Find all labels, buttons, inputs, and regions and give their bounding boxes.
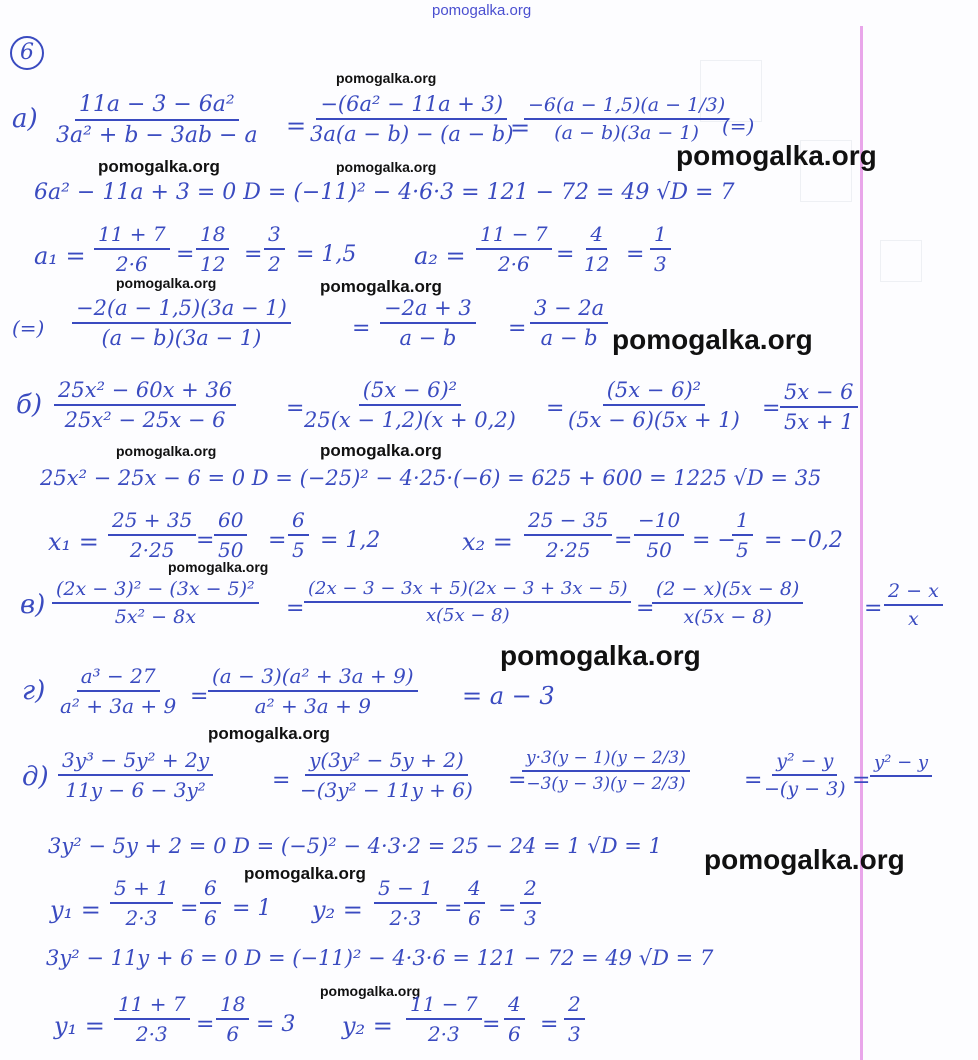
denominator: 25(x − 1,2)(x + 0,2) <box>304 408 516 432</box>
fraction <box>520 876 541 930</box>
numerator: −(6a² − 11a + 3) <box>316 92 507 120</box>
denominator: 50 <box>646 538 672 562</box>
watermark: pomogalka.org <box>244 864 366 883</box>
grid-cell <box>880 240 922 282</box>
equals: = <box>352 316 371 341</box>
fraction <box>504 992 525 1046</box>
fraction <box>108 508 196 562</box>
fraction <box>304 578 631 626</box>
equation-line: 25x² − 25x − 6 = 0 D = (−25)² − 4·25·(−6) = 625 + 600 = 1225 √D = 35 <box>40 466 822 490</box>
root-label: y₁ = <box>54 1012 105 1040</box>
equals-marker: (=) <box>12 316 45 340</box>
fraction <box>524 508 612 562</box>
equals: = <box>556 242 575 267</box>
equation-line: 3y² − 11y + 6 = 0 D = (−11)² − 4·3·6 = 121 − 72 = 49 √D = 7 <box>46 946 714 970</box>
result: = 1,5 <box>296 242 357 267</box>
equals: = <box>482 1012 501 1037</box>
denominator: (a − b)(3a − 1) <box>554 122 699 144</box>
numerator: 11a − 3 − 6a² <box>75 92 239 121</box>
denominator: 6 <box>508 1022 521 1046</box>
equals: = <box>286 596 305 621</box>
numerator: 6 <box>288 508 309 536</box>
denominator: 3 <box>524 906 537 930</box>
equals-marker: (=) <box>722 114 755 138</box>
numerator: y(3y² − 5y + 2) <box>305 748 468 776</box>
root-label: y₂ = <box>342 1012 393 1040</box>
numerator: 60 <box>214 508 247 536</box>
denominator: 50 <box>218 538 244 562</box>
fraction <box>780 380 858 434</box>
equals: = <box>852 768 871 793</box>
numerator: 18 <box>196 222 229 250</box>
equals: = <box>176 242 195 267</box>
fraction <box>264 222 285 276</box>
numerator: (5x − 6)² <box>603 378 705 406</box>
fraction <box>200 876 221 930</box>
equals: = <box>540 1012 559 1037</box>
denominator: 11y − 6 − 3y² <box>65 778 206 802</box>
denominator <box>897 777 905 779</box>
fraction <box>564 378 744 432</box>
denominator: a − b <box>540 326 598 350</box>
equals: = <box>636 596 655 621</box>
numerator: 5 − 1 <box>374 876 437 904</box>
denominator: −3(y − 3)(y − 2/3) <box>526 774 686 794</box>
root-label: x₁ = <box>48 528 99 556</box>
fraction <box>300 378 520 432</box>
numerator: 4 <box>464 876 485 904</box>
denominator: 25x² − 25x − 6 <box>64 408 226 432</box>
part-label-a: а) <box>12 104 38 134</box>
watermark: pomogalka.org <box>320 441 442 460</box>
part-label-v: в) <box>20 590 46 620</box>
numerator: 3y³ − 5y² + 2y <box>58 748 213 776</box>
part-label-g: г) <box>22 676 46 706</box>
equals: = <box>498 896 517 921</box>
equals: = <box>864 596 883 621</box>
fraction <box>214 508 247 562</box>
fraction <box>564 992 585 1046</box>
root-label: x₂ = <box>462 528 513 556</box>
result: = 1 <box>232 896 272 921</box>
denominator: x(5x − 8) <box>425 605 510 626</box>
root-label: y₂ = <box>312 896 363 924</box>
denominator: 5x² − 8x <box>114 606 196 628</box>
denominator: 2·6 <box>497 252 530 276</box>
fraction <box>884 580 943 630</box>
numerator: −6(a − 1,5)(a − 1/3) <box>524 94 729 120</box>
equals: = <box>180 896 199 921</box>
numerator: 1 <box>732 508 753 536</box>
numerator: 25 + 35 <box>108 508 196 536</box>
numerator: 4 <box>504 992 525 1020</box>
numerator: 11 − 7 <box>406 992 482 1020</box>
numerator: 3 <box>264 222 285 250</box>
denominator: (a − b)(3a − 1) <box>101 326 262 350</box>
denominator: 3a(a − b) − (a − b) <box>310 122 514 146</box>
numerator: 4 <box>586 222 607 250</box>
equals: = <box>244 242 263 267</box>
denominator: 2·6 <box>115 252 148 276</box>
watermark: pomogalka.org <box>336 70 437 86</box>
part-label-b: б) <box>16 390 43 420</box>
numerator: (a − 3)(a² + 3a + 9) <box>208 664 418 692</box>
equation-line: 6a² − 11a + 3 = 0 D = (−11)² − 4·6·3 = 121 − 72 = 49 √D = 7 <box>34 180 735 205</box>
numerator: −10 <box>634 508 684 536</box>
denominator: a² + 3a + 9 <box>60 694 177 718</box>
equals: = <box>510 114 531 142</box>
denominator: 2·25 <box>129 538 175 562</box>
watermark: pomogalka.org <box>320 277 442 296</box>
fraction <box>196 222 229 276</box>
denominator: 3 <box>568 1022 581 1046</box>
fraction <box>760 750 850 800</box>
equals: = <box>268 528 287 553</box>
equals: = <box>508 316 527 341</box>
fraction <box>650 222 671 276</box>
result: = −0,2 <box>764 528 843 553</box>
root-label: a₁ = <box>34 242 86 270</box>
fraction <box>870 752 932 779</box>
fraction <box>406 992 482 1046</box>
equals: = <box>626 242 645 267</box>
fraction <box>464 876 485 930</box>
numerator: (2x − 3 − 3x + 5)(2x − 3 + 3x − 5) <box>304 578 631 603</box>
equals: = <box>286 396 305 421</box>
fraction <box>374 876 437 930</box>
numerator: a³ − 27 <box>77 664 160 692</box>
fraction <box>208 664 418 718</box>
watermark: pomogalka.org <box>500 640 701 671</box>
numerator: 5 + 1 <box>110 876 173 904</box>
fraction <box>732 508 753 562</box>
watermark: pomogalka.org <box>676 140 877 171</box>
fraction <box>58 748 213 802</box>
denominator: 5 <box>292 538 305 562</box>
numerator: 18 <box>216 992 249 1020</box>
header-watermark: pomogalka.org <box>432 2 532 19</box>
denominator: x(5x − 8) <box>683 606 772 628</box>
fraction <box>114 992 190 1046</box>
numerator: y² − y <box>870 752 932 777</box>
watermark: pomogalka.org <box>116 275 217 291</box>
numerator: y² − y <box>772 750 837 776</box>
denominator: −(3y² − 11y + 6) <box>300 778 473 802</box>
watermark: pomogalka.org <box>116 443 217 459</box>
numerator: 11 + 7 <box>94 222 170 250</box>
numerator: −2(a − 1,5)(3a − 1) <box>72 296 291 324</box>
equals: = <box>444 896 463 921</box>
numerator: 6 <box>200 876 221 904</box>
denominator: 5 <box>736 538 749 562</box>
watermark: pomogalka.org <box>208 724 330 743</box>
task-number: 6 <box>10 36 44 70</box>
equals: = <box>614 528 633 553</box>
equals: = <box>286 112 307 140</box>
result: = a − 3 <box>462 682 555 710</box>
numerator: 2 <box>520 876 541 904</box>
watermark: pomogalka.org <box>336 159 437 175</box>
equals: = <box>190 684 209 709</box>
fraction <box>634 508 684 562</box>
numerator: −2a + 3 <box>380 296 476 324</box>
margin-line <box>860 26 863 1060</box>
numerator: 25x² − 60x + 36 <box>54 378 236 406</box>
numerator: 11 − 7 <box>476 222 552 250</box>
equals: = <box>272 768 291 793</box>
equals: = <box>744 768 763 793</box>
watermark: pomogalka.org <box>168 559 269 575</box>
fraction <box>52 92 262 148</box>
denominator: −(y − 3) <box>764 778 846 800</box>
fraction <box>476 222 552 276</box>
numerator: 3 − 2a <box>530 296 608 324</box>
fraction <box>72 296 291 350</box>
denominator: 5x + 1 <box>784 410 854 434</box>
fraction <box>296 748 477 802</box>
equals: = <box>508 768 527 793</box>
denominator: 6 <box>204 906 217 930</box>
numerator: 1 <box>650 222 671 250</box>
fraction <box>306 92 517 146</box>
denominator: 2·25 <box>545 538 591 562</box>
numerator: y·3(y − 1)(y − 2/3) <box>522 748 690 772</box>
watermark: pomogalka.org <box>612 324 813 355</box>
fraction <box>94 222 170 276</box>
fraction <box>216 992 249 1046</box>
numerator: (2 − x)(5x − 8) <box>652 578 803 604</box>
root-label: a₂ = <box>414 242 466 270</box>
equals: = <box>762 396 781 421</box>
fraction <box>288 508 309 562</box>
equation-line: 3y² − 5y + 2 = 0 D = (−5)² − 4·3·2 = 25 − 24 = 1 √D = 1 <box>48 834 662 858</box>
denominator: 6 <box>468 906 481 930</box>
denominator: 2·3 <box>427 1022 460 1046</box>
watermark: pomogalka.org <box>98 157 220 176</box>
fraction <box>580 222 613 276</box>
part-label-d: д) <box>22 762 49 792</box>
equals: = <box>196 1012 215 1037</box>
result: = 1,2 <box>320 528 381 553</box>
root-label: y₁ = <box>50 896 101 924</box>
fraction <box>524 94 729 144</box>
watermark: pomogalka.org <box>704 844 905 875</box>
denominator: 3 <box>654 252 667 276</box>
denominator: x <box>908 608 919 630</box>
fraction <box>110 876 173 930</box>
denominator: 12 <box>200 252 226 276</box>
numerator: 2 <box>564 992 585 1020</box>
numerator: 2 − x <box>884 580 943 606</box>
equals: = <box>546 396 565 421</box>
numerator: 5x − 6 <box>780 380 858 408</box>
denominator: 12 <box>584 252 610 276</box>
equals: = <box>196 528 215 553</box>
denominator: a − b <box>399 326 457 350</box>
denominator: 2·3 <box>125 906 158 930</box>
denominator: 2 <box>268 252 281 276</box>
result: = 3 <box>256 1012 296 1037</box>
fraction <box>56 664 180 718</box>
denominator: 3a² + b − 3ab − a <box>56 123 258 148</box>
equals: = − <box>692 528 736 553</box>
fraction <box>652 578 803 628</box>
fraction <box>54 378 236 432</box>
fraction <box>52 578 259 628</box>
denominator: a² + 3a + 9 <box>254 694 371 718</box>
fraction <box>522 748 690 794</box>
denominator: (5x − 6)(5x + 1) <box>568 408 740 432</box>
numerator: (5x − 6)² <box>359 378 461 406</box>
denominator: 2·3 <box>389 906 422 930</box>
fraction <box>530 296 608 350</box>
fraction <box>380 296 476 350</box>
watermark: pomogalka.org <box>320 983 421 999</box>
numerator: 25 − 35 <box>524 508 612 536</box>
numerator: (2x − 3)² − (3x − 5)² <box>52 578 259 604</box>
denominator: 2·3 <box>135 1022 168 1046</box>
denominator: 6 <box>226 1022 240 1046</box>
numerator: 11 + 7 <box>114 992 190 1020</box>
